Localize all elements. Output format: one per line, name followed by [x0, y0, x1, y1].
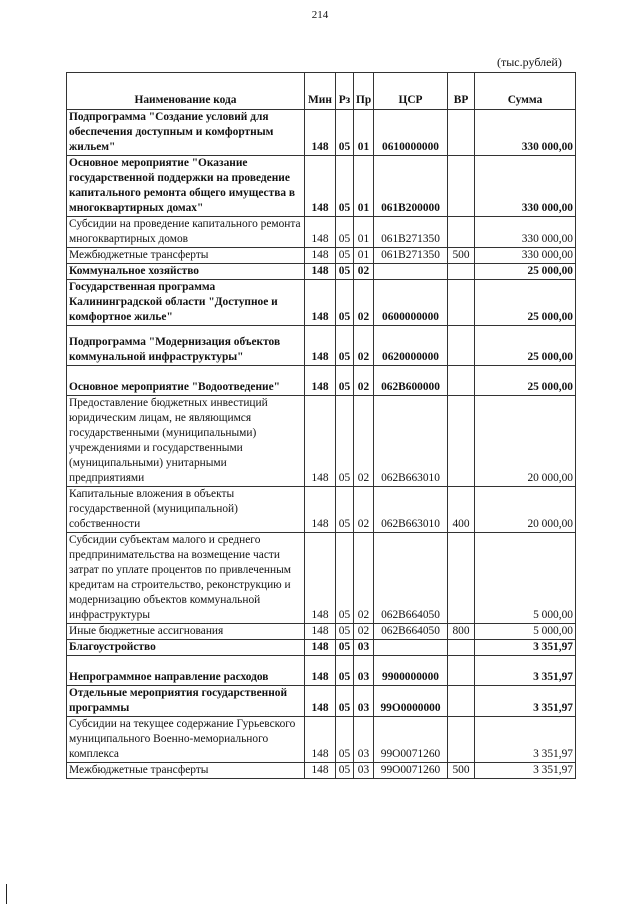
cell-name: Отдельные мероприятия государственной программы	[67, 686, 305, 717]
cell-min: 148	[305, 110, 336, 156]
cell-rz: 05	[336, 280, 354, 326]
header-name: Наименование кода	[67, 73, 305, 110]
cell-name: Субсидии на проведение капитального ремонта многоквартирных домов	[67, 217, 305, 248]
cell-csr: 062B663010	[374, 487, 448, 533]
cell-min: 148	[305, 217, 336, 248]
cell-vr	[448, 396, 475, 487]
scan-edge-mark	[6, 884, 7, 904]
cell-rz: 05	[336, 217, 354, 248]
table-row	[67, 156, 576, 217]
cell-name: Основное мероприятие "Водоотведение"	[67, 366, 305, 396]
table-row	[67, 280, 576, 326]
table-row	[67, 686, 576, 717]
cell-sum: 330 000,00	[475, 110, 576, 156]
cell-csr: 99О0071260	[374, 717, 448, 763]
cell-rz: 05	[336, 396, 354, 487]
cell-rz: 05	[336, 487, 354, 533]
unit-note: (тыс.рублей)	[497, 55, 562, 69]
cell-min: 148	[305, 640, 336, 656]
cell-pr: 03	[354, 717, 374, 763]
cell-vr: 500	[448, 248, 475, 264]
cell-rz: 05	[336, 624, 354, 640]
cell-sum: 3 351,97	[475, 640, 576, 656]
cell-rz: 05	[336, 686, 354, 717]
cell-sum: 25 000,00	[475, 326, 576, 366]
cell-vr	[448, 326, 475, 366]
cell-sum: 5 000,00	[475, 533, 576, 624]
cell-vr	[448, 533, 475, 624]
cell-pr: 01	[354, 248, 374, 264]
cell-rz: 05	[336, 640, 354, 656]
budget-table	[66, 72, 576, 779]
cell-vr	[448, 640, 475, 656]
table-row	[67, 533, 576, 624]
cell-vr	[448, 156, 475, 217]
cell-vr: 800	[448, 624, 475, 640]
cell-name: Непрограммное направление расходов	[67, 656, 305, 686]
cell-rz: 05	[336, 533, 354, 624]
cell-pr: 03	[354, 686, 374, 717]
cell-pr: 02	[354, 366, 374, 396]
cell-pr: 03	[354, 656, 374, 686]
table-row	[67, 366, 576, 396]
cell-rz: 05	[336, 248, 354, 264]
cell-name: Благоустройство	[67, 640, 305, 656]
table-row	[67, 656, 576, 686]
cell-rz: 05	[336, 366, 354, 396]
cell-pr: 03	[354, 640, 374, 656]
cell-sum: 20 000,00	[475, 487, 576, 533]
cell-pr: 02	[354, 487, 374, 533]
header-min: Мин	[305, 73, 336, 110]
cell-sum: 3 351,97	[475, 686, 576, 717]
cell-csr: 0600000000	[374, 280, 448, 326]
cell-sum: 330 000,00	[475, 248, 576, 264]
table-header-row	[67, 73, 576, 110]
header-csr: ЦСР	[374, 73, 448, 110]
cell-pr: 01	[354, 110, 374, 156]
table-row	[67, 396, 576, 487]
cell-min: 148	[305, 366, 336, 396]
cell-name: Подпрограмма "Модернизация объектов коммунальной инфраструктуры"	[67, 326, 305, 366]
page-number: 214	[311, 9, 329, 21]
table-row	[67, 640, 576, 656]
cell-csr: 062B600000	[374, 366, 448, 396]
table-row	[67, 717, 576, 763]
header-rz: Рз	[336, 73, 354, 110]
cell-pr: 01	[354, 217, 374, 248]
cell-csr: 062B663010	[374, 396, 448, 487]
cell-csr: 0610000000	[374, 110, 448, 156]
cell-name: Капитальные вложения в объекты государственной (муниципальной) собственности	[67, 487, 305, 533]
table-row	[67, 248, 576, 264]
header-vr: ВР	[448, 73, 475, 110]
cell-min: 148	[305, 717, 336, 763]
cell-pr: 02	[354, 280, 374, 326]
cell-rz: 05	[336, 717, 354, 763]
cell-vr	[448, 217, 475, 248]
cell-vr	[448, 280, 475, 326]
cell-rz: 05	[336, 156, 354, 217]
cell-sum: 20 000,00	[475, 396, 576, 487]
cell-pr: 02	[354, 326, 374, 366]
cell-pr: 02	[354, 624, 374, 640]
cell-rz: 05	[336, 656, 354, 686]
cell-rz: 05	[336, 110, 354, 156]
cell-min: 148	[305, 533, 336, 624]
cell-csr: 061B200000	[374, 156, 448, 217]
cell-vr	[448, 264, 475, 280]
cell-min: 148	[305, 624, 336, 640]
cell-name: Подпрограмма "Создание условий для обеспечения доступным и комфортным жильем"	[67, 110, 305, 156]
cell-pr: 02	[354, 396, 374, 487]
cell-sum: 3 351,97	[475, 763, 576, 779]
cell-vr: 500	[448, 763, 475, 779]
cell-sum: 25 000,00	[475, 264, 576, 280]
cell-min: 148	[305, 280, 336, 326]
cell-name: Основное мероприятие "Оказание государственной поддержки на проведение капитального ремонта общего имущества в многоквартирных домах"	[67, 156, 305, 217]
cell-min: 148	[305, 686, 336, 717]
table-row	[67, 763, 576, 779]
cell-min: 148	[305, 326, 336, 366]
cell-pr: 03	[354, 763, 374, 779]
cell-rz: 05	[336, 326, 354, 366]
cell-pr: 02	[354, 533, 374, 624]
cell-csr: 062B664050	[374, 624, 448, 640]
cell-name: Межбюджетные трансферты	[67, 248, 305, 264]
cell-name: Субсидии на текущее содержание Гурьевского муниципального Военно-мемориального комплекса	[67, 717, 305, 763]
cell-vr	[448, 656, 475, 686]
table-row	[67, 264, 576, 280]
table-row	[67, 624, 576, 640]
cell-pr: 01	[354, 156, 374, 217]
cell-vr	[448, 717, 475, 763]
cell-name: Коммунальное хозяйство	[67, 264, 305, 280]
cell-min: 148	[305, 656, 336, 686]
cell-vr	[448, 110, 475, 156]
cell-csr	[374, 264, 448, 280]
cell-vr: 400	[448, 487, 475, 533]
cell-csr: 061B271350	[374, 248, 448, 264]
cell-sum: 3 351,97	[475, 717, 576, 763]
cell-min: 148	[305, 396, 336, 487]
cell-name: Иные бюджетные ассигнования	[67, 624, 305, 640]
cell-sum: 25 000,00	[475, 366, 576, 396]
cell-csr: 99О0071260	[374, 763, 448, 779]
cell-min: 148	[305, 156, 336, 217]
cell-csr: 9900000000	[374, 656, 448, 686]
table-row	[67, 110, 576, 156]
cell-min: 148	[305, 248, 336, 264]
cell-min: 148	[305, 487, 336, 533]
cell-csr: 0620000000	[374, 326, 448, 366]
table-row	[67, 326, 576, 366]
cell-min: 148	[305, 264, 336, 280]
cell-name: Государственная программа Калининградской области "Доступное и комфортное жилье"	[67, 280, 305, 326]
cell-sum: 3 351,97	[475, 656, 576, 686]
header-pr: Пр	[354, 73, 374, 110]
cell-pr: 02	[354, 264, 374, 280]
cell-rz: 05	[336, 763, 354, 779]
cell-vr	[448, 366, 475, 396]
cell-min: 148	[305, 763, 336, 779]
cell-csr: 061B271350	[374, 217, 448, 248]
cell-sum: 25 000,00	[475, 280, 576, 326]
cell-name: Субсидии субъектам малого и среднего предпринимательства на возмещение части затрат по уплате процентов по привлеченным кредитам на строительство, реконструкцию и модернизацию объектов коммунальной инфраструктуры	[67, 533, 305, 624]
cell-sum: 330 000,00	[475, 217, 576, 248]
cell-csr: 99О0000000	[374, 686, 448, 717]
table-row	[67, 217, 576, 248]
cell-csr	[374, 640, 448, 656]
cell-csr: 062B664050	[374, 533, 448, 624]
table-row	[67, 487, 576, 533]
cell-rz: 05	[336, 264, 354, 280]
cell-name: Межбюджетные трансферты	[67, 763, 305, 779]
cell-sum: 5 000,00	[475, 624, 576, 640]
cell-vr	[448, 686, 475, 717]
header-sum: Сумма	[475, 73, 576, 110]
cell-name: Предоставление бюджетных инвестиций юридическим лицам, не являющимся государственными (муниципальными) учреждениями и государственными (муниципальными) унитарными предприятиями	[67, 396, 305, 487]
cell-sum: 330 000,00	[475, 156, 576, 217]
